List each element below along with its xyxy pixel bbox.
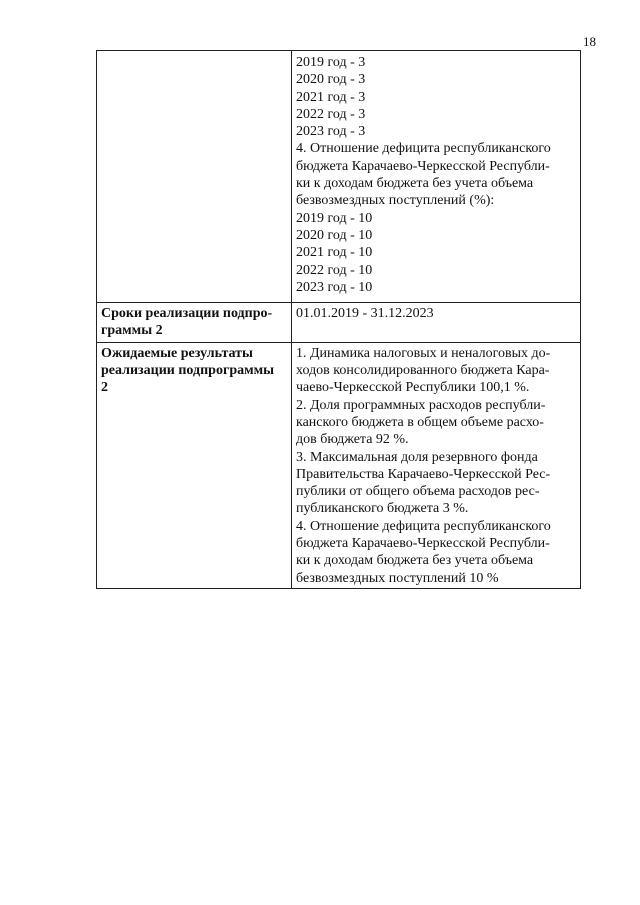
value-line: публики от общего объема расходов рес- (296, 484, 540, 500)
table-row-expected-results (97, 342, 581, 588)
page-number: 18 (583, 34, 596, 49)
value-line: Правительства Карачаево-Черкесской Рес- (296, 466, 551, 482)
value-line: 2019 год - 10 (296, 210, 373, 226)
label-line: граммы 2 (101, 323, 163, 339)
value-line: 3. Максимальная доля резервного фонда (296, 449, 538, 465)
label-line: реализации подпрограммы (101, 363, 275, 379)
value-line: 2023 год - 3 (296, 124, 366, 140)
value-line: 2022 год - 3 (296, 106, 366, 122)
value-line: 4. Отношение дефицита республиканского (296, 518, 551, 534)
value-line: бюджета Карачаево-Черкесской Республи- (296, 536, 550, 552)
value-line: ки к доходам бюджета без учета объема (296, 176, 534, 192)
value-line: чаево-Черкесской Республики 100,1 %. (296, 380, 530, 396)
subprogram-table (96, 50, 581, 589)
value-line: 2. Доля программных расходов республи- (296, 397, 546, 413)
value-line: 2019 год - 3 (296, 55, 366, 70)
label-line: Сроки реализации подпро- (101, 306, 273, 322)
row-label-cell (97, 51, 292, 303)
value-line: 2021 год - 10 (296, 245, 373, 261)
value-line: безвозмездных поступлений 10 % (296, 570, 499, 586)
value-line: 01.01.2019 - 31.12.2023 (296, 306, 434, 322)
value-line: публиканского бюджета 3 %. (296, 501, 469, 517)
value-line: безвозмездных поступлений (%): (296, 193, 495, 209)
value-line: 2023 год - 10 (296, 279, 373, 295)
value-line: 2020 год - 3 (296, 72, 366, 88)
row-value-cell (292, 342, 581, 588)
value-line: ходов консолидированного бюджета Кара- (296, 363, 550, 379)
row-value-cell (292, 303, 581, 343)
table-row-indicators (97, 51, 581, 303)
table-row-timeline (97, 303, 581, 343)
value-line: 4. Отношение дефицита республиканского (296, 141, 551, 157)
value-line: 2020 год - 10 (296, 227, 373, 243)
value-line: 1. Динамика налоговых и неналоговых до- (296, 345, 551, 361)
value-line: бюджета Карачаево-Черкесской Республи- (296, 158, 550, 174)
label-line: 2 (101, 380, 108, 396)
value-line: дов бюджета 92 %. (296, 432, 409, 448)
value-line: 2022 год - 10 (296, 262, 373, 278)
row-label-cell (97, 342, 292, 588)
value-line: канского бюджета в общем объеме расхо- (296, 414, 544, 430)
value-line: 2021 год - 3 (296, 89, 366, 105)
row-label-cell (97, 303, 292, 343)
row-value-cell (292, 51, 581, 303)
label-line: Ожидаемые результаты (101, 345, 253, 361)
value-line: ки к доходам бюджета без учета объема (296, 553, 534, 569)
